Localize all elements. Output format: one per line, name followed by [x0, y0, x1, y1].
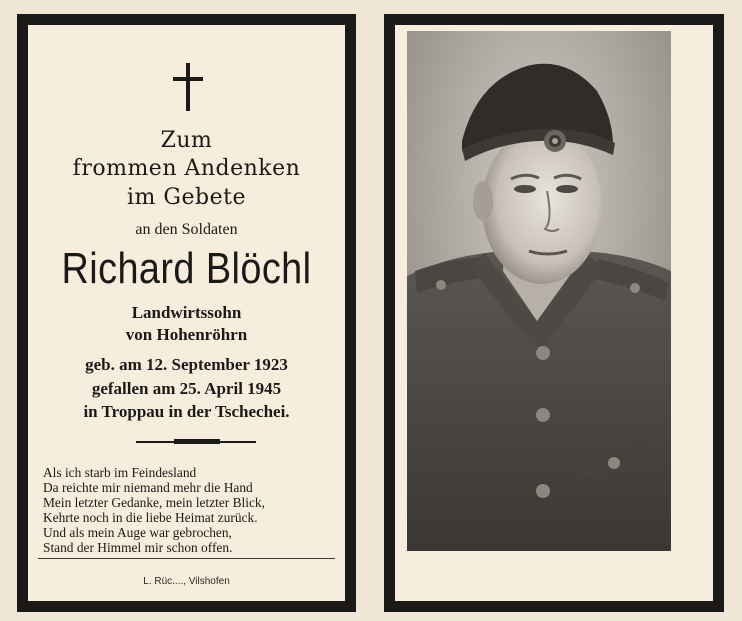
printer-imprint: L. Rüc...., Vilshofen — [143, 576, 230, 587]
poem-line: Da reichte mir niemand mehr die Hand — [43, 480, 253, 495]
photo-panel — [384, 14, 724, 612]
heading-line-2: frommen Andenken — [72, 156, 301, 181]
intro-line: an den Soldaten — [135, 221, 238, 238]
birth-date-line: geb. am 12. September 1923 — [85, 355, 288, 374]
poem-line: Kehrte noch in die liebe Heimat zurück. — [43, 510, 258, 525]
poem-line: Als ich starb im Feindesland — [43, 465, 197, 480]
heading-line-3: im Gebete — [127, 185, 246, 210]
photo-panel-inner — [395, 25, 713, 601]
soldier-portrait-photo — [407, 31, 671, 551]
memorial-text-panel — [17, 14, 356, 612]
heading-line-1: Zum — [160, 128, 213, 153]
footer-rule — [38, 558, 335, 559]
poem-line: Stand der Himmel mir schon offen. — [43, 540, 233, 555]
death-place-line: in Troppau in der Tschechei. — [83, 402, 290, 421]
poem-line: Mein letzter Gedanke, mein letzter Blick, — [43, 495, 265, 510]
divider-ornament — [174, 439, 220, 444]
text-panel-inner — [28, 25, 345, 601]
cross-icon — [173, 63, 203, 111]
death-date-line: gefallen am 25. April 1945 — [91, 379, 282, 398]
poem-line: Und als mein Auge war gebrochen, — [43, 525, 232, 540]
poem — [43, 465, 339, 555]
origin-line: von Hohenröhrn — [125, 325, 248, 344]
occupation-line: Landwirtssohn — [131, 303, 242, 322]
soldier-name: Richard Blöchl — [61, 244, 312, 293]
